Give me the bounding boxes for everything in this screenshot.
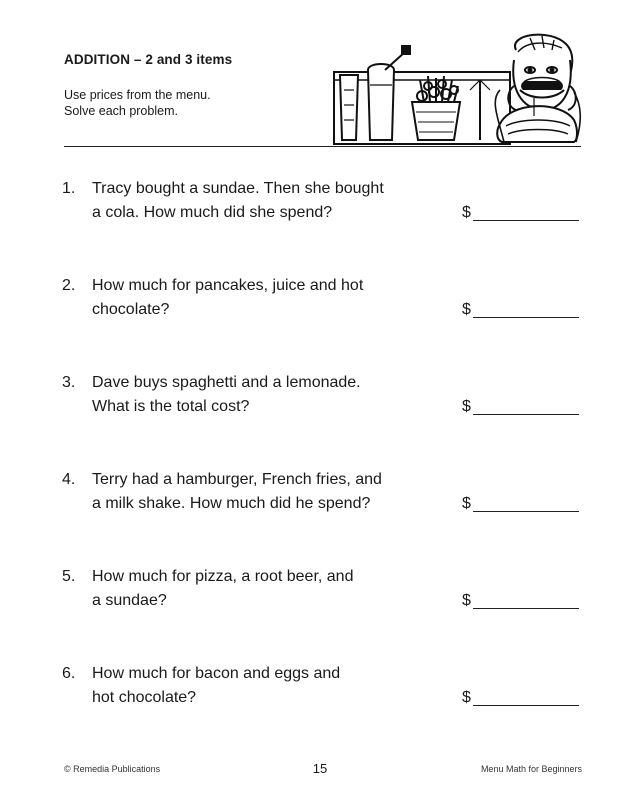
answer-line: [473, 414, 579, 415]
problem-text: [92, 371, 472, 419]
problem-line: How much for bacon and eggs and: [92, 665, 341, 682]
dollar-sign: $: [462, 495, 471, 512]
problem-text: [92, 274, 472, 322]
footer-book-title: Menu Math for Beginners: [480, 764, 582, 774]
answer-line: [473, 317, 579, 318]
worksheet-header-title: ADDITION – 2 and 3 items: [64, 52, 233, 67]
problem-text: [92, 177, 472, 225]
problem-number: 3.: [62, 374, 76, 391]
problem-1: [62, 177, 582, 237]
answer-blank[interactable]: [462, 589, 580, 613]
problem-line: hot chocolate?: [92, 689, 197, 706]
problem-text: [92, 565, 472, 613]
problem-5: [62, 565, 582, 625]
problem-2: [62, 274, 582, 334]
answer-line: [473, 705, 579, 706]
answer-line: [473, 220, 579, 221]
answer-line: [473, 511, 579, 512]
dollar-sign: $: [462, 592, 471, 609]
instruction-line: Solve each problem.: [64, 104, 178, 118]
problem-4: [62, 468, 582, 528]
problem-6: [62, 662, 582, 722]
problem-number: 2.: [62, 277, 76, 294]
dollar-sign: $: [462, 398, 471, 415]
problem-number: 1.: [62, 180, 76, 197]
problem-number: 4.: [62, 471, 76, 488]
answer-line: [473, 608, 579, 609]
problem-line: How much for pancakes, juice and hot: [92, 277, 364, 294]
problem-number: 5.: [62, 568, 76, 585]
problem-text: [92, 662, 472, 710]
answer-blank[interactable]: [462, 492, 580, 516]
problem-line: Terry had a hamburger, French fries, and: [92, 471, 382, 488]
dollar-sign: $: [462, 204, 471, 221]
instruction-line: Use prices from the menu.: [64, 88, 211, 102]
dollar-sign: $: [462, 301, 471, 318]
footer-publisher: © Remedia Publications: [64, 764, 161, 774]
problem-number: 6.: [62, 665, 76, 682]
header-divider: [64, 146, 581, 147]
worksheet-instructions: [64, 87, 211, 119]
problem-line: a cola. How much did she spend?: [92, 204, 333, 221]
problem-3: [62, 371, 582, 431]
answer-blank[interactable]: [462, 395, 580, 419]
problem-line: What is the total cost?: [92, 398, 250, 415]
dollar-sign: $: [462, 689, 471, 706]
problem-line: chocolate?: [92, 301, 170, 318]
answer-blank[interactable]: [462, 686, 580, 710]
answer-blank[interactable]: [462, 201, 580, 225]
problem-line: Dave buys spaghetti and a lemonade.: [92, 374, 361, 391]
kid-with-fast-food-illustration: [330, 30, 582, 147]
problem-text: [92, 468, 472, 516]
answer-blank[interactable]: [462, 298, 580, 322]
problem-line: a sundae?: [92, 592, 167, 609]
problem-line: How much for pizza, a root beer, and: [92, 568, 354, 585]
page-number: 15: [312, 761, 328, 776]
problem-line: Tracy bought a sundae. Then she bought: [92, 180, 384, 197]
problem-line: a milk shake. How much did he spend?: [92, 495, 371, 512]
